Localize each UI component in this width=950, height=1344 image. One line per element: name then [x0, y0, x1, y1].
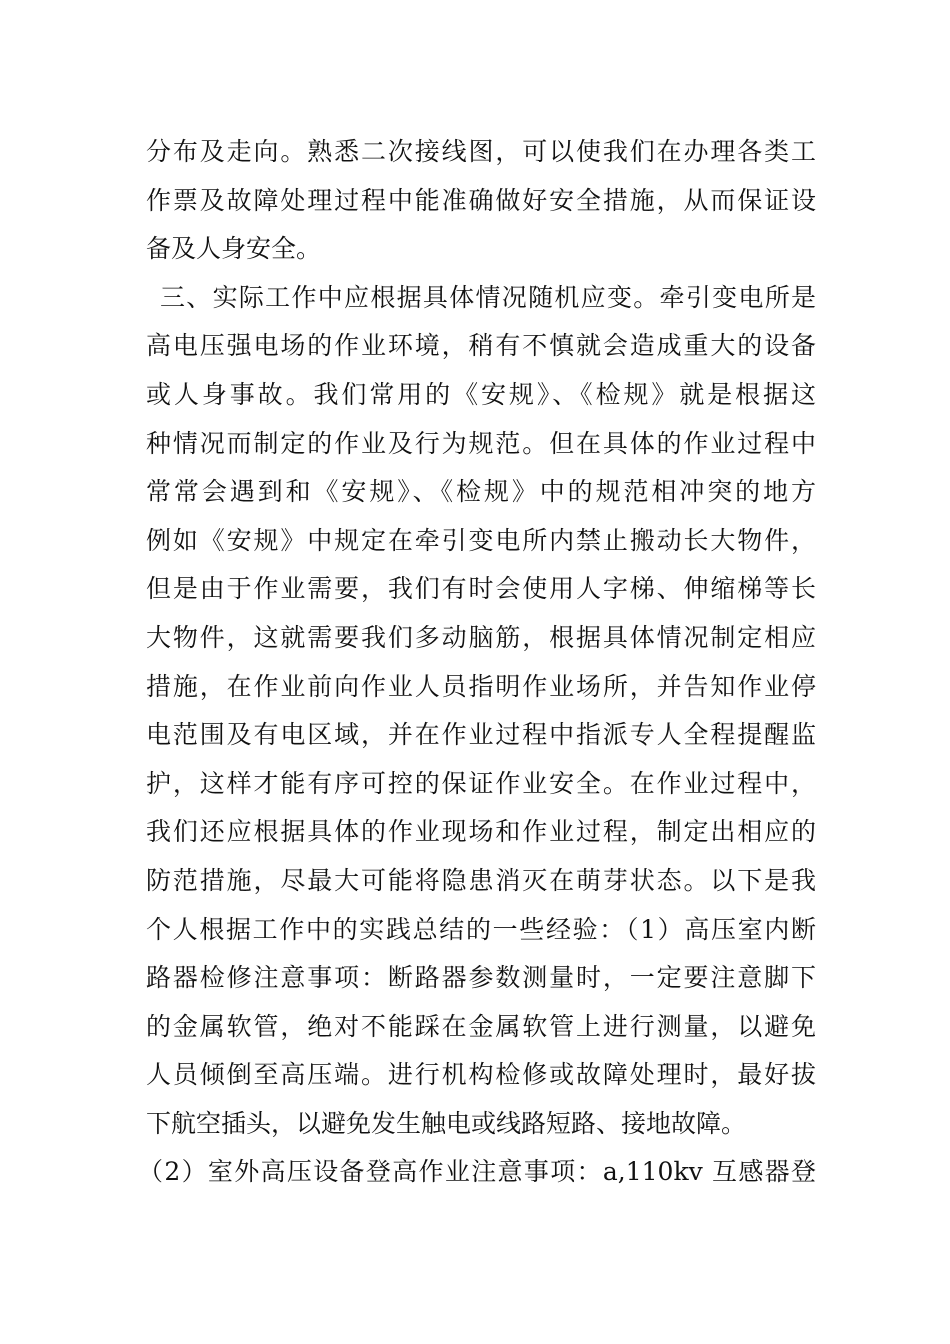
- text-line: 护，这样才能有序可控的保证作业安全。在作业过程中，: [146, 768, 816, 798]
- text-line: 备及人身安全。: [146, 234, 322, 264]
- text-line: （2）室外高压设备登高作业注意事项：a,110kv 互感器登: [138, 1157, 816, 1187]
- text-line: 我们还应根据具体的作业现场和作业过程，制定出相应的: [146, 817, 816, 847]
- text-line: 大物件，这就需要我们多动脑筋，根据具体情况制定相应: [146, 622, 816, 652]
- text-line: 但是由于作业需要，我们有时会使用人字梯、伸缩梯等长: [146, 574, 816, 604]
- text-line: 常常会遇到和《安规》、《检规》中的规范相冲突的地方: [146, 477, 816, 507]
- text-line: 路器检修注意事项：断路器参数测量时，一定要注意脚下: [146, 963, 816, 993]
- text-line: 作票及故障处理过程中能准确做好安全措施，从而保证设: [146, 185, 816, 215]
- body-text: [138, 128, 816, 1197]
- text-line: 人员倾倒至高压端。进行机构检修或故障处理时，最好拔: [146, 1060, 816, 1090]
- text-line: 高电压强电场的作业环境，稍有不慎就会造成重大的设备: [146, 331, 816, 361]
- text-line: 下航空插头，以避免发生触电或线路短路、接地故障。: [146, 1108, 747, 1138]
- text-line: 种情况而制定的作业及行为规范。但在具体的作业过程中: [146, 428, 816, 458]
- text-line: 例如《安规》中规定在牵引变电所内禁止搬动长大物件，: [146, 525, 816, 555]
- text-line: 或人身事故。我们常用的《安规》、《检规》就是根据这: [146, 379, 816, 409]
- text-line: 个人根据工作中的实践总结的一些经验：（1）高压室内断: [146, 914, 816, 944]
- text-line: 电范围及有电区域，并在作业过程中指派专人全程提醒监: [146, 720, 816, 750]
- section-heading-line: 三、实际工作中应根据具体情况随机应变。牵引变电所是: [160, 282, 816, 312]
- text-line: 的金属软管，绝对不能踩在金属软管上进行测量，以避免: [146, 1011, 816, 1041]
- text-line: 分布及走向。熟悉二次接线图，可以使我们在办理各类工: [146, 137, 816, 166]
- text-line: 措施，在作业前向作业人员指明作业场所，并告知作业停: [146, 671, 816, 701]
- text-line: 防范措施，尽最大可能将隐患消灭在萌芽状态。以下是我: [146, 865, 816, 895]
